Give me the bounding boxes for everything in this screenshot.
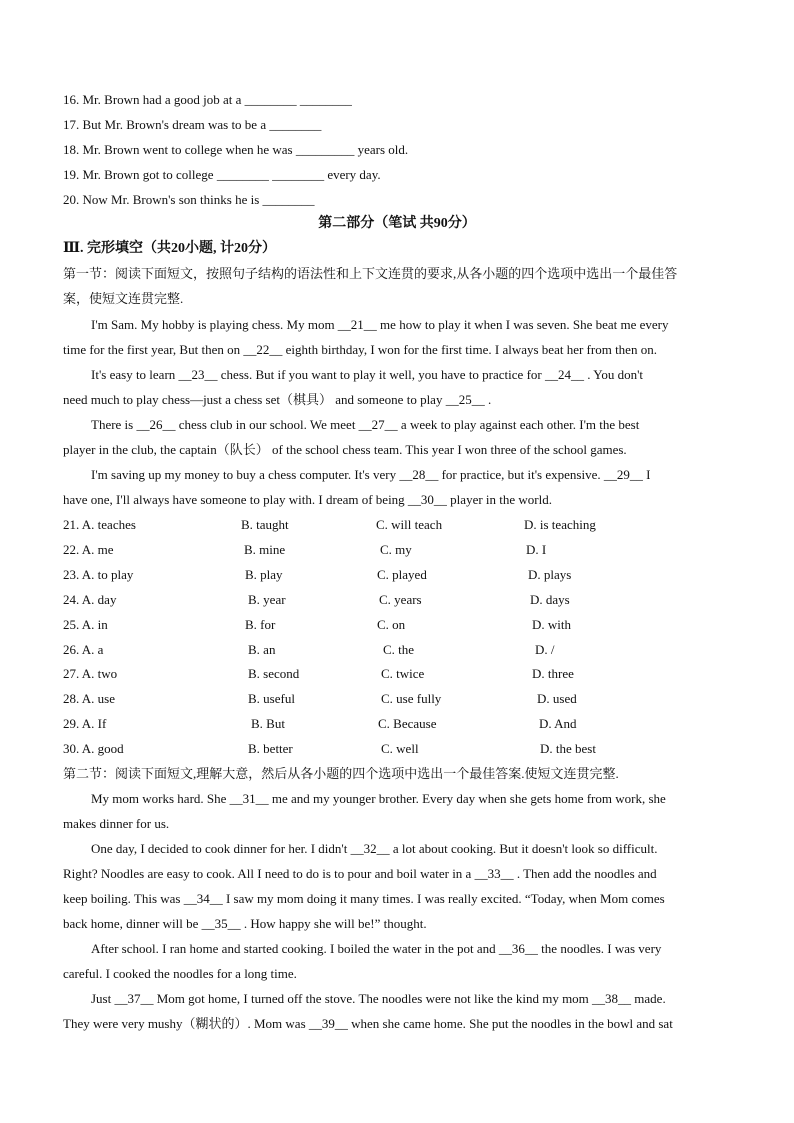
cloze-passage-1 [63,317,729,517]
question-19: 19. Mr. Brown got to college ________ ________ every day. [63,167,381,182]
option-d[interactable]: D. plays [528,567,572,582]
passage2-line: My mom works hard. She __31__ me and my younger brother. Every day when she gets home from work, she [91,791,666,806]
cloze-passage-2 [63,791,729,1041]
options-row-22 [63,542,763,558]
passage1-line: I'm Sam. My hobby is playing chess. My mom __21__ me how to play it when I was seven. She beat me every [91,317,669,332]
option-d[interactable]: D. I [526,542,547,557]
question-17: 17. But Mr. Brown's dream was to be a ________ [63,117,322,132]
option-a[interactable]: 24. A. day [63,592,117,607]
passage1-line: I'm saving up my money to buy a chess computer. It's very __28__ for practice, but it's expensive. __29__ I [91,467,651,482]
passage2-line: One day, I decided to cook dinner for her. I didn't __32__ a lot about cooking. But it doesn't look so difficult. [91,841,658,856]
option-d[interactable]: D. the best [540,741,596,756]
passage2-line: After school. I ran home and started cooking. I boiled the water in the pot and __36__ the noodles. I was very [91,941,662,956]
section2-instruction: 第二节：阅读下面短文,理解大意，然后从各小题的四个选项中选出一个最佳答案.使短文连贯完整. [63,766,619,781]
option-b[interactable]: B. useful [248,691,295,706]
option-d[interactable]: D. And [539,716,577,731]
options-row-21 [63,517,763,533]
option-b[interactable]: B. for [245,617,276,632]
option-b[interactable]: B. an [248,642,276,657]
options-row-27 [63,666,763,682]
option-a[interactable]: 27. A. two [63,666,118,681]
passage2-line: careful. I cooked the noodles for a long time. [63,966,297,981]
option-d[interactable]: D. days [530,592,570,607]
question-18: 18. Mr. Brown went to college when he was _________ years old. [63,142,409,157]
question-20: 20. Now Mr. Brown's son thinks he is ________ [63,192,315,207]
option-b[interactable]: B. better [248,741,293,756]
options-row-24 [63,592,763,608]
options-row-28 [63,691,763,707]
option-a[interactable]: 26. A. a [63,642,104,657]
option-c[interactable]: C. well [381,741,419,756]
passage2-line: makes dinner for us. [63,816,170,831]
option-c[interactable]: C. will teach [376,517,443,532]
question-16: 16. Mr. Brown had a good job at a ________ ________ [63,92,352,107]
option-d[interactable]: D. used [537,691,577,706]
option-d[interactable]: D. / [535,642,555,657]
section1-instruction-line2: 案，使短文连贯完整. [63,291,184,306]
option-d[interactable]: D. three [532,666,574,681]
passage2-line: Right? Noodles are easy to cook. All I need to do is to pour and boil water in a __33__ . Then add the noodles and [63,866,657,881]
passage1-line: It's easy to learn __23__ chess. But if you want to play it well, you have to practice for __24__ . You don't [91,367,644,382]
option-a[interactable]: 28. A. use [63,691,115,706]
option-b[interactable]: B. mine [244,542,286,557]
passage2-line: keep boiling. This was __34__ I saw my mom doing it many times. I was really excited. “Today, when Mom comes [63,891,665,906]
option-a[interactable]: 23. A. to play [63,567,134,582]
passage1-line: need much to play chess—just a chess set（棋具） and someone to play __25__ . [63,392,492,407]
option-a[interactable]: 25. A. in [63,617,108,632]
option-c[interactable]: C. on [377,617,406,632]
option-a[interactable]: 29. A. If [63,716,107,731]
passage1-line: have one, I'll always have someone to play with. I dream of being __30__ player in the world. [63,492,552,507]
option-d[interactable]: D. with [532,617,571,632]
option-b[interactable]: B. But [251,716,285,731]
option-c[interactable]: C. years [379,592,422,607]
option-c[interactable]: C. twice [381,666,425,681]
passage2-line: They were very mushy（糊状的）. Mom was __39__ when she came home. She put the noodles in the bowl and sat [63,1016,673,1031]
option-c[interactable]: C. the [383,642,415,657]
passage1-line: player in the club, the captain（队长） of the school chess team. This year I won three of the school games. [63,442,627,457]
section1-instruction-line1: 第一节：阅读下面短文，按照句子结构的语法性和上下文连贯的要求,从各小题的四个选项中选出一个最佳答 [63,266,678,281]
options-row-25 [63,617,763,633]
option-b[interactable]: B. play [245,567,283,582]
options-row-30 [63,741,763,757]
option-a[interactable]: 30. A. good [63,741,124,756]
section3-title: Ⅲ. 完形填空（共20小题, 计20分） [63,241,277,256]
option-a[interactable]: 22. A. me [63,542,114,557]
option-d[interactable]: D. is teaching [524,517,596,532]
option-c[interactable]: C. played [377,567,427,582]
passage2-line: back home, dinner will be __35__ . How happy she will be!” thought. [63,916,427,931]
option-c[interactable]: C. use fully [381,691,442,706]
option-c[interactable]: C. my [380,542,412,557]
option-b[interactable]: B. taught [241,517,289,532]
options-row-23 [63,567,763,583]
passage1-line: There is __26__ chess club in our school. We meet __27__ a week to play against each other. I'm the best [91,417,640,432]
option-a[interactable]: 21. A. teaches [63,517,136,532]
options-row-26 [63,642,763,658]
option-c[interactable]: C. Because [378,716,437,731]
passage2-line: Just __37__ Mom got home, I turned off the stove. The noodles were not like the kind my mom __38__ made. [91,991,666,1006]
options-row-29 [63,716,763,732]
part2-title: 第二部分（笔试 共90分） [318,216,476,231]
option-b[interactable]: B. year [248,592,286,607]
option-b[interactable]: B. second [248,666,300,681]
passage1-line: time for the first year, But then on __22__ eighth birthday, I won for the first time. I always beat her from then on. [63,342,657,357]
